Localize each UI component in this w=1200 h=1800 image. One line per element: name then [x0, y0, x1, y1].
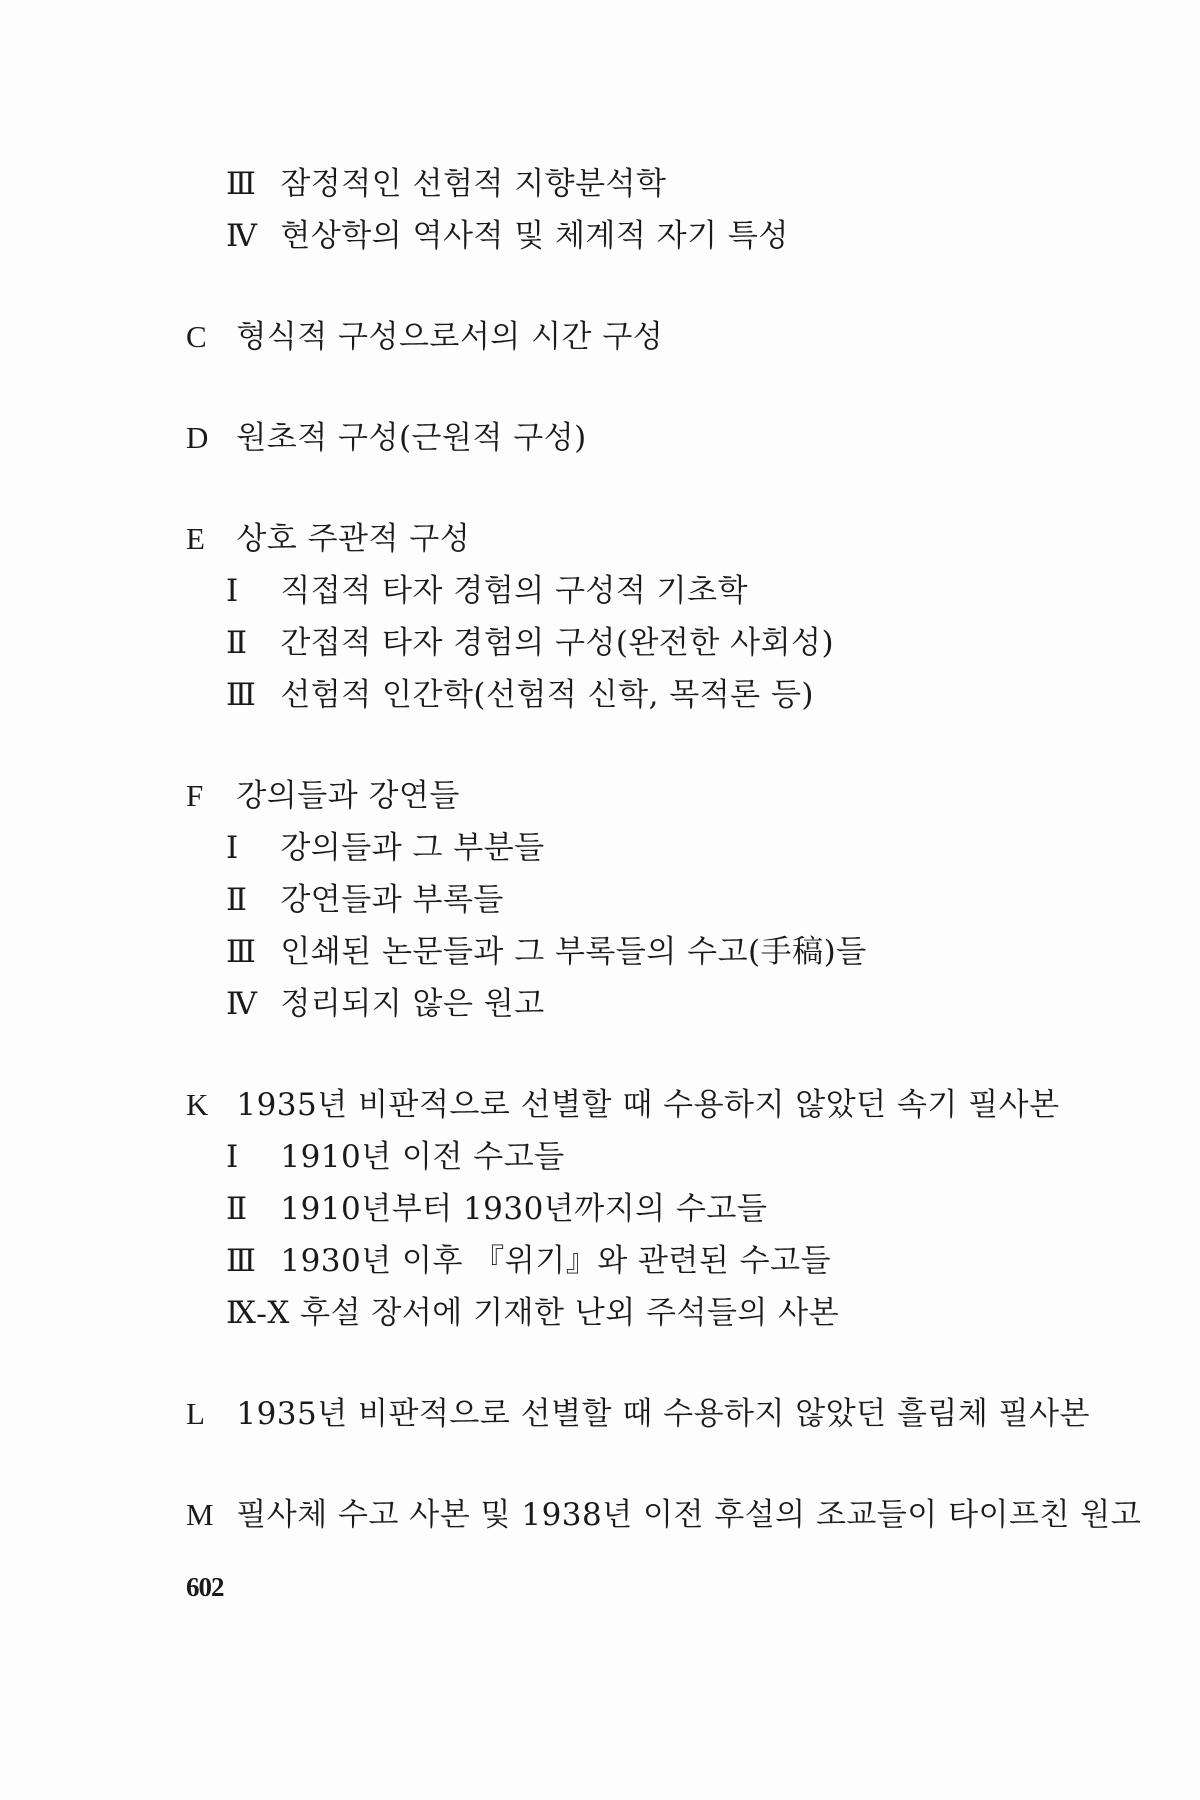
item-marker: Ⅲ [226, 166, 257, 201]
section-title: 강의들과 강연들 [236, 778, 460, 814]
section-marker: K [186, 1087, 209, 1122]
section-marker: L [186, 1396, 206, 1431]
outline-item [186, 158, 1086, 210]
section-heading [186, 1489, 1142, 1541]
item-text: 1930년 이후 『위기』와 관련된 수고들 [280, 1243, 832, 1279]
section-title: 1935년 비판적으로 선별할 때 수용하지 않았던 흘림체 필사본 [236, 1396, 1090, 1432]
section-marker: M [186, 1497, 215, 1532]
section-title: 필사체 수고 사본 및 1938년 이전 후설의 조교들이 타이프친 원고 [236, 1497, 1142, 1533]
item-text: 선험적 인간학(선험적 신학, 목적론 등) [280, 677, 815, 713]
section-heading [186, 770, 1086, 822]
outline-item [186, 210, 1086, 262]
page-number: 602 [186, 1572, 224, 1602]
section-heading [186, 1079, 1086, 1131]
outline-item [186, 874, 1086, 926]
item-marker: Ⅲ [226, 934, 257, 969]
item-text: 잠정적인 선험적 지향분석학 [280, 166, 667, 202]
outline-item [186, 617, 1086, 669]
outline-item [186, 1183, 1086, 1235]
item-marker: Ⅱ [226, 625, 248, 660]
outline-item [186, 926, 1086, 978]
outline-item [186, 669, 1086, 721]
item-text: 강연들과 부록들 [280, 882, 504, 918]
outline-item [186, 1287, 1086, 1339]
item-marker: Ⅲ [226, 1243, 257, 1278]
item-text: 후설 장서에 기재한 난외 주석들의 사본 [300, 1295, 840, 1331]
section-marker: D [186, 420, 209, 455]
section-marker: E [186, 521, 206, 556]
outline-item [186, 978, 1086, 1030]
section-title: 형식적 구성으로서의 시간 구성 [236, 319, 664, 355]
section-title: 1935년 비판적으로 선별할 때 수용하지 않았던 속기 필사본 [236, 1087, 1060, 1123]
item-marker: Ⅲ [226, 677, 257, 712]
item-text: 1910년 이전 수고들 [280, 1139, 565, 1175]
outline-item [186, 1131, 1086, 1183]
item-marker: Ⅰ [226, 573, 239, 608]
outline-item [186, 565, 1086, 617]
section-title: 상호 주관적 구성 [236, 521, 471, 557]
item-text: 인쇄된 논문들과 그 부록들의 수고(手稿)들 [280, 934, 867, 970]
item-marker: Ⅰ [226, 1139, 239, 1174]
item-marker: Ⅱ [226, 882, 248, 917]
item-marker: Ⅸ-Ⅹ [226, 1295, 290, 1330]
item-marker: Ⅳ [226, 218, 258, 253]
item-marker: Ⅱ [226, 1191, 248, 1226]
outline-list [186, 158, 1142, 1541]
item-text: 1910년부터 1930년까지의 수고들 [280, 1191, 768, 1227]
section-marker: F [186, 778, 204, 813]
outline-item [186, 1235, 1086, 1287]
outline-item [186, 822, 1086, 874]
section-heading [186, 1388, 1090, 1440]
section-heading [186, 311, 1086, 363]
section-title: 원초적 구성(근원적 구성) [236, 420, 587, 456]
item-text: 간접적 타자 경험의 구성(완전한 사회성) [280, 625, 835, 661]
item-text: 직접적 타자 경험의 구성적 기초학 [280, 573, 749, 609]
item-text: 현상학의 역사적 및 체계적 자기 특성 [280, 218, 789, 254]
item-marker: Ⅰ [226, 830, 239, 865]
section-heading [186, 412, 1086, 464]
section-heading [186, 513, 1086, 565]
item-text: 정리되지 않은 원고 [280, 986, 545, 1022]
item-text: 강의들과 그 부분들 [280, 830, 545, 866]
section-marker: C [186, 319, 208, 354]
item-marker: Ⅳ [226, 986, 258, 1021]
